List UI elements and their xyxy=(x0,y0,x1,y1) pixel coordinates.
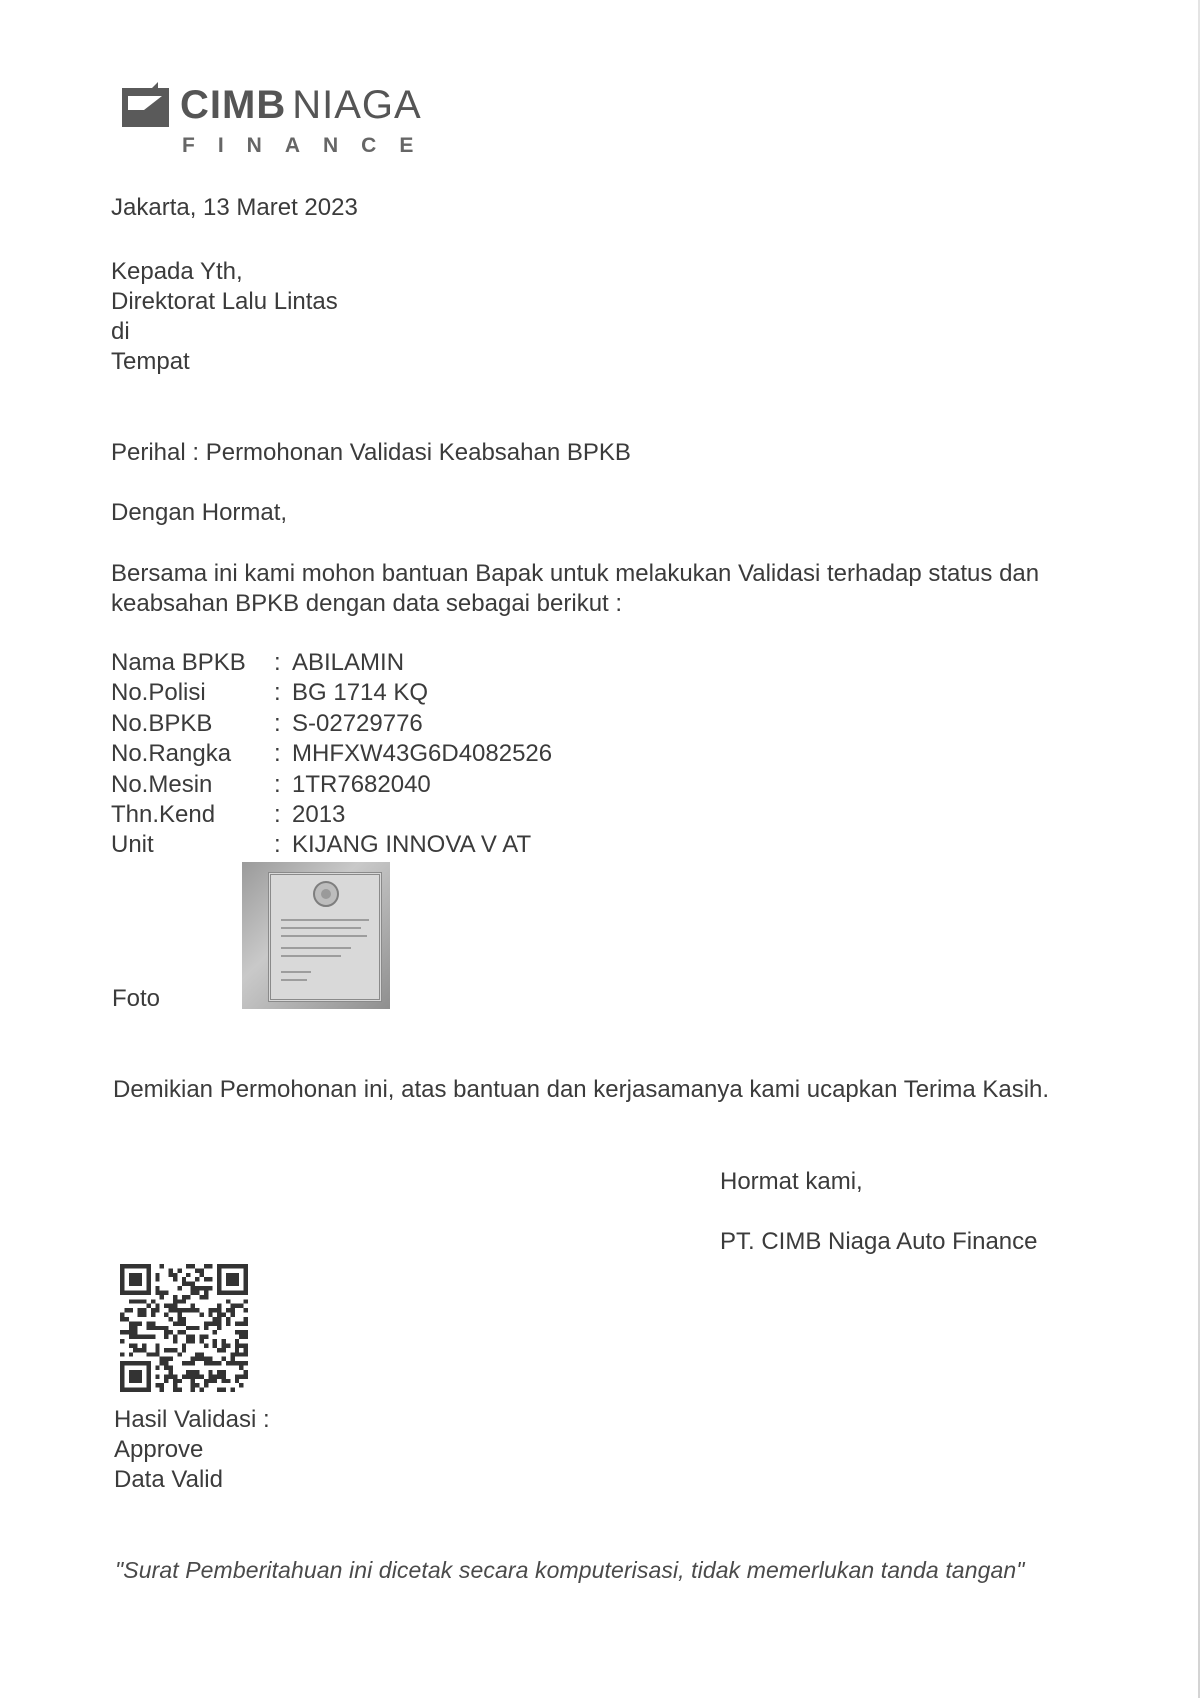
body-line: Bersama ini kami mohon bantuan Bapak untuk melakukan Validasi terhadap status dan xyxy=(111,560,1040,587)
closing-line: Demikian Permohonan ini, atas bantuan dan kerjasamanya kami ucapkan Terima Kasih. xyxy=(113,1076,1050,1103)
field-separator: : xyxy=(274,649,281,676)
field-separator: : xyxy=(274,770,281,798)
data-row xyxy=(111,678,552,708)
recipient-line: Tempat xyxy=(111,348,190,375)
body-paragraph xyxy=(111,559,1039,619)
field-value: BG 1714 KQ xyxy=(292,679,429,707)
data-row xyxy=(111,800,552,830)
field-separator: : xyxy=(274,679,281,707)
qr-code-icon xyxy=(120,1264,248,1392)
photo-document xyxy=(268,872,382,1002)
field-label: No.Rangka xyxy=(111,740,232,768)
vehicle-data-table xyxy=(111,648,552,861)
salutation: Dengan Hormat, xyxy=(111,499,288,526)
validation-line: Approve xyxy=(114,1436,204,1463)
company-logo xyxy=(122,82,437,162)
field-value: ABILAMIN xyxy=(292,649,405,676)
field-label: No.Mesin xyxy=(111,770,213,798)
recipient-line: Direktorat Lalu Lintas xyxy=(111,288,338,315)
field-separator: : xyxy=(274,801,281,829)
company-name: PT. CIMB Niaga Auto Finance xyxy=(720,1228,1038,1255)
field-label: Unit xyxy=(111,831,154,859)
data-row xyxy=(111,739,552,769)
recipient-line: di xyxy=(111,318,130,345)
subject-line: Perihal : Permohonan Validasi Keabsahan BPKB xyxy=(111,439,631,466)
recipient-line: Kepada Yth, xyxy=(111,258,243,285)
field-value: MHFXW43G6D4082526 xyxy=(292,740,553,768)
field-label: No.BPKB xyxy=(111,709,213,737)
logo-subtitle: FINANCE xyxy=(182,134,437,157)
data-row xyxy=(111,709,552,739)
regards: Hormat kami, xyxy=(720,1168,863,1195)
field-label: Thn.Kend xyxy=(111,801,216,829)
logo-wordmark xyxy=(180,82,422,128)
logo-brand-bold: CIMB xyxy=(180,83,287,127)
field-separator: : xyxy=(274,831,281,859)
field-value: KIJANG INNOVA V AT xyxy=(292,831,532,859)
emblem-icon xyxy=(311,879,341,909)
footer-note: "Surat Pemberitahuan ini dicetak secara komputerisasi, tidak memerlukan tanda tangan" xyxy=(115,1557,1025,1583)
data-row xyxy=(111,830,552,860)
validation-block xyxy=(114,1405,270,1495)
field-separator: : xyxy=(274,740,281,768)
field-separator: : xyxy=(274,709,281,737)
logo-brand-light: NIAGA xyxy=(292,83,422,127)
field-label: Nama BPKB xyxy=(111,649,246,676)
data-row xyxy=(111,770,552,800)
place-date: Jakarta, 13 Maret 2023 xyxy=(111,194,358,221)
body-line: keabsahan BPKB dengan data sebagai berikut : xyxy=(111,590,623,617)
cimb-logo-icon xyxy=(122,82,169,127)
photo-label: Foto xyxy=(112,985,161,1012)
field-value: 2013 xyxy=(292,801,346,829)
validation-line: Data Valid xyxy=(114,1466,223,1493)
bpkb-photo xyxy=(242,862,390,1009)
validation-line: Hasil Validasi : xyxy=(114,1406,270,1433)
field-label: No.Polisi xyxy=(111,679,206,707)
field-value: 1TR7682040 xyxy=(292,770,431,798)
data-row xyxy=(111,648,552,678)
recipient-block xyxy=(111,257,338,377)
field-value: S-02729776 xyxy=(292,709,423,737)
